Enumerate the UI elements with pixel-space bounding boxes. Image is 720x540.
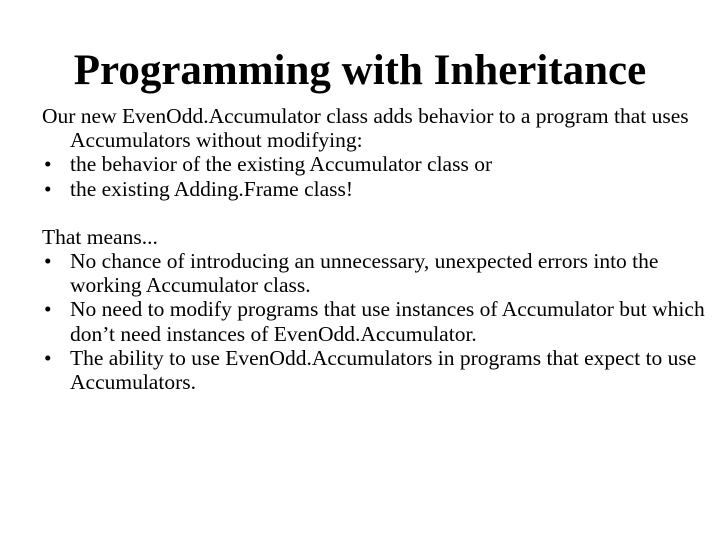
bullet-text: The ability to use EvenOdd.Accumulators in programs that expect to use Accumulators. (70, 345, 697, 395)
bullet-item (42, 297, 718, 345)
bullet-icon: • (44, 176, 52, 201)
bullet-icon: • (44, 152, 52, 177)
bullet-icon: • (44, 345, 52, 370)
bullet-text: No need to modify programs that use instances of Accumulator but which don’t need instances of EvenOdd.Accumulator. (70, 297, 705, 346)
bullet-icon: • (44, 297, 52, 322)
bullet-icon: • (44, 249, 52, 274)
bullet-text: No chance of introducing an unnecessary, unexpected errors into the working Accumulator class. (70, 249, 659, 298)
bullet-item (42, 152, 718, 176)
section-heading: That means... (42, 224, 158, 249)
bullet-text: the behavior of the existing Accumulator class or (70, 152, 493, 177)
bullet-item (42, 249, 718, 297)
slide-body (42, 104, 718, 394)
bullet-text: the existing Adding.Frame class! (70, 176, 354, 201)
intro-paragraph: Our new EvenOdd.Accumulator class adds behavior to a program that uses Accumulators without modifying: (42, 104, 689, 153)
slide-title: Programming with Inheritance (73, 47, 647, 94)
bullet-item (42, 177, 718, 201)
paragraph-gap (42, 201, 718, 225)
bullet-item (42, 346, 718, 394)
